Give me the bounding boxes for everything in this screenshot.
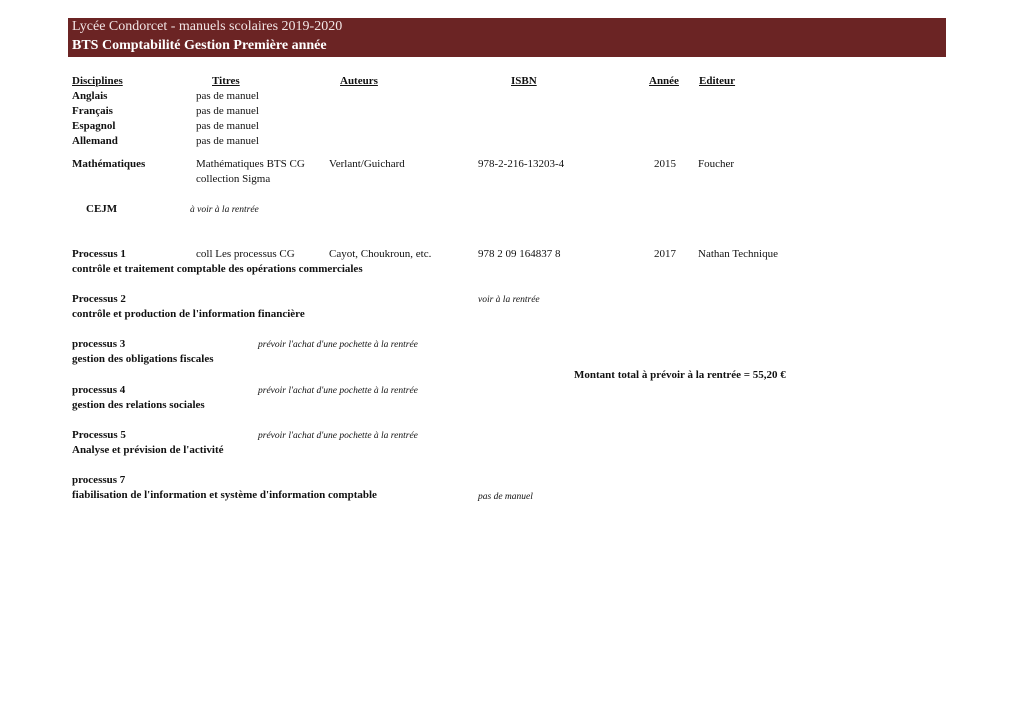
discipline-processus-2: Processus 2	[72, 293, 126, 305]
titre-processus-1: coll Les processus CG	[196, 248, 295, 260]
note-processus-2: voir à la rentrée	[478, 295, 540, 305]
description-processus-4: gestion des relations sociales	[72, 399, 205, 411]
editeur-processus-1: Nathan Technique	[698, 248, 778, 260]
discipline-espagnol: Espagnol	[72, 120, 116, 132]
isbn-maths: 978-2-216-13203-4	[478, 158, 565, 170]
discipline-cejm: CEJM	[86, 203, 118, 215]
editeur-maths: Foucher	[698, 158, 735, 170]
col-header-titres: Titres	[212, 75, 240, 87]
class-title: BTS Comptabilité Gestion Première année	[72, 38, 327, 53]
discipline-allemand: Allemand	[72, 135, 118, 147]
note-processus-5: prévoir l'achat d'une pochette à la rentrée	[258, 431, 418, 441]
discipline-processus-4: processus 4	[72, 384, 126, 396]
discipline-maths: Mathématiques	[72, 158, 146, 170]
titre-maths-line2: collection Sigma	[196, 173, 271, 185]
titre-francais: pas de manuel	[196, 105, 259, 117]
description-processus-3: gestion des obligations fiscales	[72, 353, 214, 365]
titre-allemand: pas de manuel	[196, 135, 259, 147]
note-processus-4: prévoir l'achat d'une pochette à la rentrée	[258, 386, 418, 396]
discipline-processus-1: Processus 1	[72, 248, 126, 260]
col-header-annee: Année	[649, 75, 679, 87]
col-header-disciplines: Disciplines	[72, 75, 123, 87]
col-header-isbn: ISBN	[511, 75, 537, 87]
description-processus-2: contrôle et production de l'information financière	[72, 308, 305, 320]
titre-espagnol: pas de manuel	[196, 120, 259, 132]
description-processus-5: Analyse et prévision de l'activité	[72, 444, 224, 456]
discipline-processus-5: Processus 5	[72, 429, 126, 441]
total-amount: Montant total à prévoir à la rentrée = 55,20 €	[574, 369, 786, 381]
auteurs-maths: Verlant/Guichard	[329, 158, 405, 170]
annee-processus-1: 2017	[654, 248, 676, 260]
note-cejm: à voir à la rentrée	[190, 205, 259, 215]
description-processus-1: contrôle et traitement comptable des opérations commerciales	[72, 263, 363, 275]
note-processus-7: pas de manuel	[478, 492, 533, 502]
discipline-anglais: Anglais	[72, 90, 108, 102]
auteurs-processus-1: Cayot, Choukroun, etc.	[329, 248, 432, 260]
discipline-processus-7: processus 7	[72, 474, 126, 486]
annee-maths: 2015	[654, 158, 676, 170]
col-header-auteurs: Auteurs	[340, 75, 378, 87]
titre-anglais: pas de manuel	[196, 90, 259, 102]
note-processus-3: prévoir l'achat d'une pochette à la rentrée	[258, 340, 418, 350]
titre-maths-line1: Mathématiques BTS CG	[196, 158, 305, 170]
isbn-processus-1: 978 2 09 164837 8	[478, 248, 561, 260]
discipline-processus-3: processus 3	[72, 338, 126, 350]
description-processus-7: fiabilisation de l'information et système d'information comptable	[72, 489, 377, 501]
school-title: Lycée Condorcet - manuels scolaires 2019-2020	[72, 19, 343, 34]
title-banner	[68, 18, 946, 57]
col-header-editeur: Editeur	[699, 75, 736, 87]
discipline-francais: Français	[72, 105, 113, 117]
